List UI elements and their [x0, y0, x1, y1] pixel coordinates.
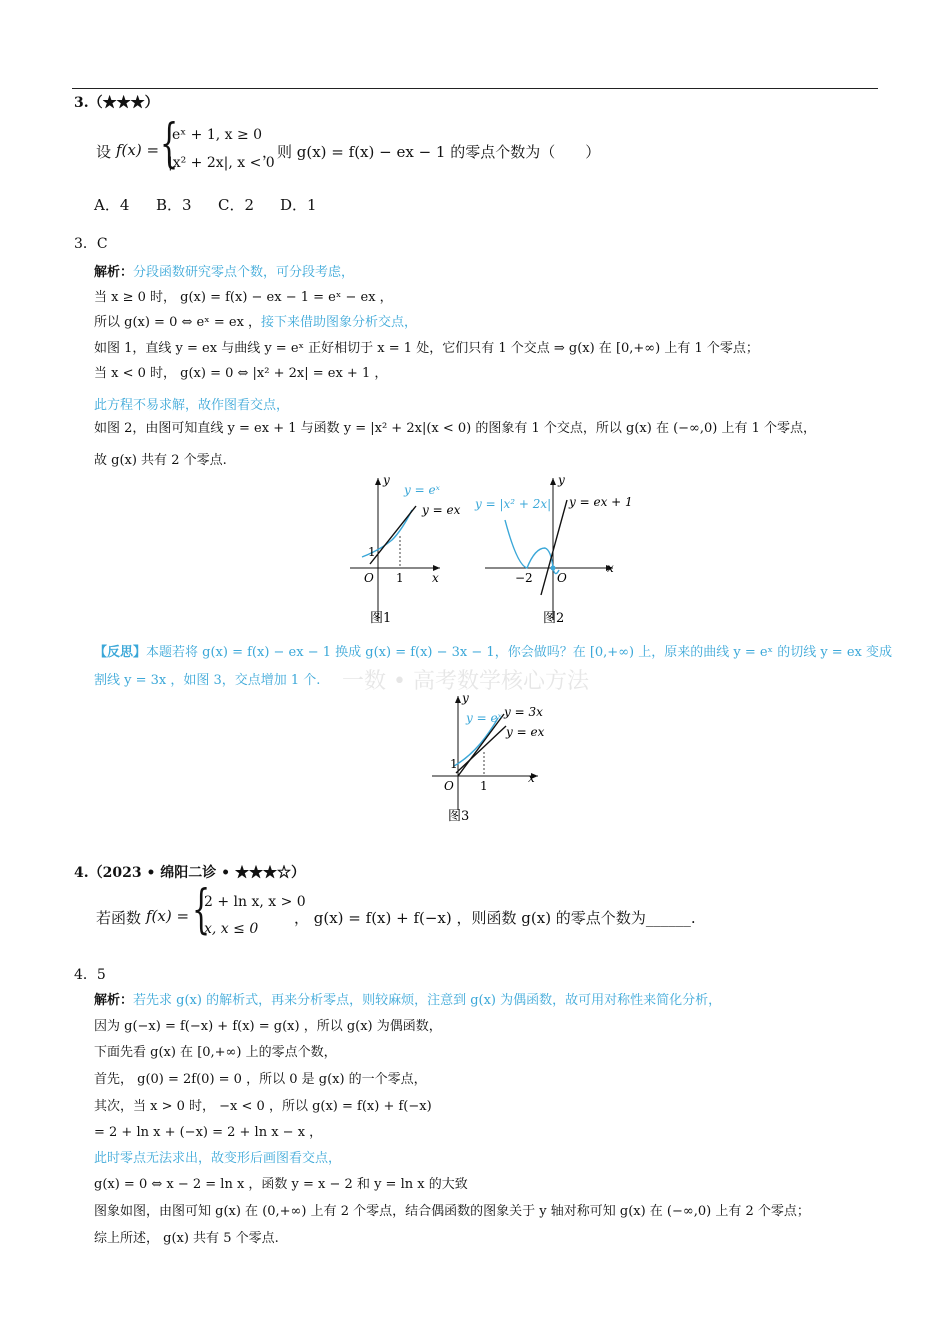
s3-line-3: 接下来借助图象分析交点， [261, 315, 418, 330]
s4-line-3: 首先， g(0) = 2f(0) = 0 ，所以 0 是 g(x) 的一个零点， [94, 1072, 427, 1087]
q4-case2: x, x ≤ 0 [204, 921, 259, 937]
watermark: 一数 • 高考数学核心方法 [342, 669, 589, 694]
fig2-line-label: y = ex + 1 [569, 495, 633, 509]
fig1-origin: O [364, 571, 374, 585]
s3-line-5: 当 x < 0 时， g(x) = 0 ⇔ |x² + 2x| = ex + 1 ， [94, 366, 388, 381]
q3-fx: f(x) = [116, 141, 160, 159]
q4-prefix: 若函数 [96, 909, 142, 927]
s3-answer: 3．C [74, 236, 108, 252]
fig2-origin: O [557, 571, 567, 585]
fig2-x-label: x [607, 561, 614, 575]
q3-option-c: C．2 [218, 196, 255, 214]
fig3-x1-tick: 1 [480, 779, 488, 793]
s4-line-4: 其次，当 x > 0 时， −x < 0 ，所以 g(x) = f(x) + f(−x) [94, 1099, 432, 1114]
fig2-caption: 图2 [543, 611, 565, 626]
fig3-y1-tick: 1 [450, 757, 458, 771]
q4-stem: ， g(x) = f(x) + f(−x) ，则函数 g(x) 的零点个数为______. [294, 909, 696, 927]
q3-option-a: A．4 [94, 196, 130, 214]
fig2-curve-label: y = |x² + 2x| [475, 497, 552, 511]
q4-fx: f(x) = [146, 907, 190, 925]
q3-stem: ，则 g(x) = f(x) − ex − 1 的零点个数为（ ） [262, 143, 601, 161]
q3-option-b: B．3 [156, 196, 192, 214]
s4-line-6: 此时零点无法求出，故变形后画图看交点， [94, 1151, 342, 1166]
s3-line-4: 如图 1，直线 y = ex 与曲线 y = eˣ 正好相切于 x = 1 处，它们只有 1 个交点 ⇒ g(x) 在 [0,+∞) 上有 1 个零点； [94, 341, 759, 356]
reflect-line-2: 割线 y = 3x ，如图 3，交点增加 1 个. [94, 673, 321, 688]
top-rule [72, 88, 878, 89]
fig2-xm2-tick: −2 [515, 571, 533, 585]
fig3-line1-label: y = 3x [504, 705, 543, 719]
s3-line-0: 分段函数研究零点个数，可分段考虑， [133, 265, 355, 280]
s3-line-8: 故 g(x) 共有 2 个零点. [94, 453, 227, 468]
s4-line-5: = 2 + ln x + (−x) = 2 + ln x − x ， [94, 1125, 323, 1140]
fig3-x-label: x [528, 771, 535, 785]
s3-line-7: 如图 2，由图可知直线 y = ex + 1 与函数 y = |x² + 2x|(x < 0) 的图象有 1 个交点，所以 g(x) 在 (−∞,0) 上有 1 个零点， [94, 421, 817, 436]
s3-label: 解析： [94, 265, 134, 280]
fig3-curve-label: y = eˣ [466, 711, 502, 725]
fig1-y1-tick: 1 [368, 545, 376, 559]
reflect-tag: 【反思】 [94, 645, 147, 660]
fig3-y-label: y [462, 691, 469, 705]
fig3-line2-label: y = ex [506, 725, 545, 739]
reflect-line-1: 本题若将 g(x) = f(x) − ex − 1 换成 g(x) = f(x) − 3x − 1，你会做吗？在 [0,+∞) 上，原来的曲线 y = eˣ 的切线 y = ex 变成 [146, 645, 892, 660]
fig1-caption: 图1 [370, 611, 392, 626]
q3-brace: { [160, 114, 179, 174]
s4-line-2: 下面先看 g(x) 在 [0,+∞) 上的零点个数， [94, 1045, 337, 1060]
s4-line-7: g(x) = 0 ⇔ x − 2 = ln x ，函数 y = x − 2 和 y = ln x 的大致 [94, 1177, 468, 1192]
q4-case1: 2 + ln x, x > 0 [204, 894, 306, 910]
fig2-y-label: y [558, 473, 565, 487]
fig3-origin: O [444, 779, 454, 793]
s4-line-9: 综上所述， g(x) 共有 5 个零点. [94, 1231, 279, 1246]
q4-brace: { [192, 880, 211, 940]
q3-case2: |x² + 2x|, x < 0 [168, 155, 275, 171]
fig3-caption: 图3 [448, 809, 470, 824]
q4-header: 4.（2023 • 绵阳二诊 • ★★★☆） [74, 865, 305, 881]
q3-prefix: 设 [96, 143, 112, 161]
fig1-x1-tick: 1 [396, 571, 404, 585]
figure-3 [428, 690, 568, 830]
fig1-y-label: y [383, 473, 390, 487]
s4-line-0: 若先求 g(x) 的解析式，再来分析零点，则较麻烦，注意到 g(x) 为偶函数，故可用对称性来简化分析， [133, 993, 722, 1008]
q3-header: 3.（★★★） [74, 95, 159, 111]
fig1-x-label: x [432, 571, 439, 585]
fig1-curve-label: y = eˣ [404, 483, 440, 497]
s4-line-1: 因为 g(−x) = f(−x) + f(x) = g(x) ，所以 g(x) 为偶函数， [94, 1019, 442, 1034]
fig1-line-label: y = ex [422, 503, 461, 517]
q3-option-d: D．1 [280, 196, 317, 214]
s3-line-6: 此方程不易求解，故作图看交点， [94, 398, 290, 413]
figure-1 [340, 470, 461, 630]
s3-line-1: 当 x ≥ 0 时， g(x) = f(x) − ex − 1 = eˣ − ex ， [94, 290, 393, 305]
figure-2 [475, 470, 645, 630]
s4-line-8: 图象如图，由图可知 g(x) 在 (0,+∞) 上有 2 个零点，结合偶函数的图象关于 y 轴对称可知 g(x) 在 (−∞,0) 上有 2 个零点； [94, 1204, 810, 1219]
q3-case1: eˣ + 1, x ≥ 0 [172, 127, 263, 143]
s4-answer: 4．5 [74, 967, 106, 983]
s4-label: 解析： [94, 993, 134, 1008]
s3-line-2: 所以 g(x) = 0 ⇔ eˣ = ex ， [94, 315, 262, 330]
